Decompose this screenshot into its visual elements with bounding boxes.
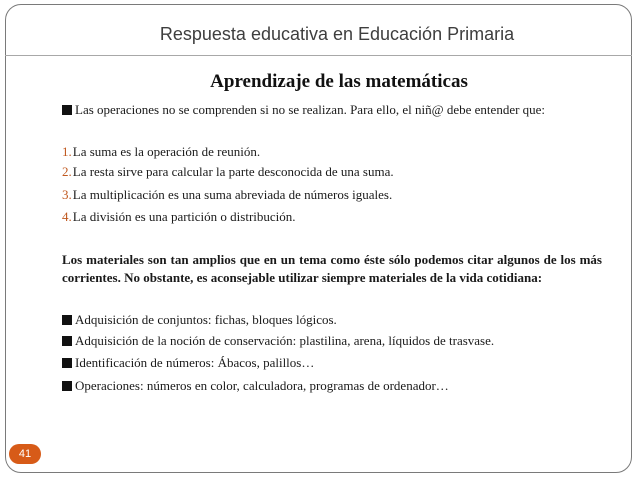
header-divider xyxy=(5,55,632,56)
square-bullet-icon xyxy=(62,336,72,346)
intro-text: Las operaciones no se comprenden si no se realizan. Para ello, el niñ@ debe entender que: xyxy=(75,102,546,117)
item-text: La multiplicación es una suma abreviada de números iguales. xyxy=(72,187,393,202)
materials-item xyxy=(62,311,602,329)
list-item xyxy=(62,186,602,204)
square-bullet-icon xyxy=(62,315,72,325)
list-item xyxy=(62,163,602,181)
item-text: La suma es la operación de reunión. xyxy=(72,144,261,159)
intro-paragraph xyxy=(62,101,602,119)
list-item xyxy=(62,208,602,226)
materials-paragraph: Los materiales son tan amplios que en un tema como éste sólo podemos citar algunos de los más corrientes. No obstante, es aconsejable utilizar siempre materiales de la vida cotidiana: xyxy=(62,252,602,285)
item-number: 2. xyxy=(62,164,72,179)
square-bullet-icon xyxy=(62,105,72,115)
materials-item-text: Operaciones: números en color, calculadora, programas de ordenador… xyxy=(75,378,449,393)
item-number: 1. xyxy=(62,144,72,159)
list-item xyxy=(62,143,602,161)
slide-title: Respuesta educativa en Educación Primaria xyxy=(159,24,515,44)
item-number: 4. xyxy=(62,209,72,224)
slide-subtitle: Aprendizaje de las matemáticas xyxy=(210,71,468,92)
square-bullet-icon xyxy=(62,358,72,368)
item-text: La división es una partición o distribución. xyxy=(72,209,296,224)
square-bullet-icon xyxy=(62,381,72,391)
page-number-badge: 41 xyxy=(9,444,41,464)
materials-item xyxy=(62,354,602,372)
materials-item-text: Adquisición de conjuntos: fichas, bloques lógicos. xyxy=(75,312,337,327)
materials-item xyxy=(62,377,602,395)
materials-item-text: Identificación de números: Ábacos, palillos… xyxy=(75,355,315,370)
item-text: La resta sirve para calcular la parte desconocida de una suma. xyxy=(72,164,394,179)
item-number: 3. xyxy=(62,187,72,202)
materials-item xyxy=(62,332,602,350)
materials-item-text: Adquisición de la noción de conservación: plastilina, arena, líquidos de trasvase. xyxy=(75,333,495,348)
